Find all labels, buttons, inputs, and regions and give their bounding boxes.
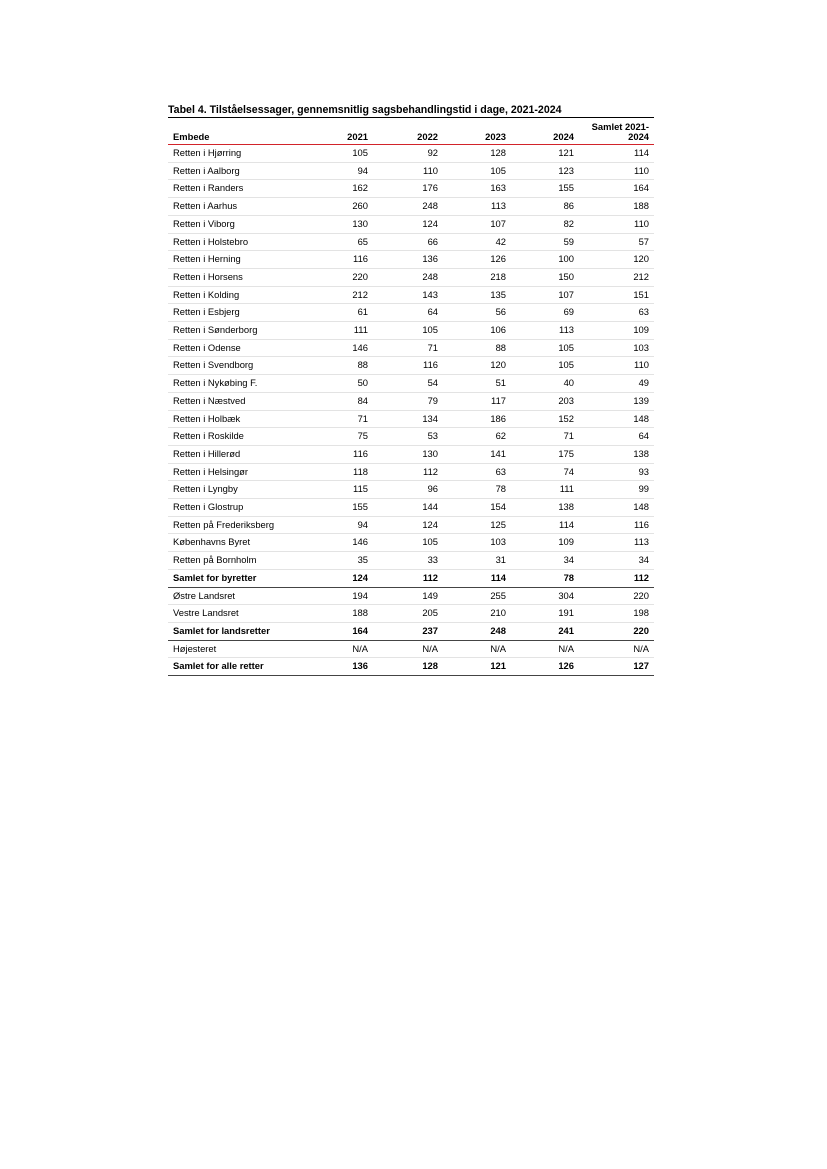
row-value: 304 [511,587,579,605]
row-value: 164 [579,180,654,198]
row-value: 188 [579,198,654,216]
table-row [168,251,654,269]
row-value: N/A [373,640,443,658]
row-value: 175 [511,445,579,463]
row-label: Retten i Herning [168,251,305,269]
row-value: 88 [443,339,511,357]
row-value: 218 [443,268,511,286]
row-value: 111 [511,481,579,499]
row-value: 136 [305,658,373,676]
row-value: N/A [511,640,579,658]
row-value: 96 [373,481,443,499]
row-label: Retten i Roskilde [168,428,305,446]
row-value: 93 [579,463,654,481]
row-value: 64 [579,428,654,446]
header-2024: 2024 [511,118,579,145]
row-value: 63 [579,304,654,322]
row-value: 148 [579,410,654,428]
row-value: 69 [511,304,579,322]
row-label: Retten i Odense [168,339,305,357]
table-row [168,428,654,446]
row-value: 114 [579,145,654,163]
table-row [168,322,654,340]
row-label: Retten i Helsingør [168,463,305,481]
row-label: Højesteret [168,640,305,658]
row-value: 66 [373,233,443,251]
header-2021: 2021 [305,118,373,145]
row-value: 155 [511,180,579,198]
row-value: 40 [511,375,579,393]
table-row [168,286,654,304]
row-value: 78 [443,481,511,499]
row-value: 130 [373,445,443,463]
row-value: 33 [373,552,443,570]
row-value: 120 [443,357,511,375]
row-value: 56 [443,304,511,322]
row-value: 79 [373,392,443,410]
row-value: 94 [305,516,373,534]
row-value: 105 [443,162,511,180]
row-value: 127 [579,658,654,676]
row-value: 53 [373,428,443,446]
row-label: Samlet for alle retter [168,658,305,676]
row-value: 123 [511,162,579,180]
row-value: 220 [579,622,654,640]
row-value: 210 [443,605,511,623]
row-value: 141 [443,445,511,463]
row-value: N/A [443,640,511,658]
row-value: 260 [305,198,373,216]
summary-row [168,622,654,640]
row-value: 124 [305,569,373,587]
row-label: Retten i Esbjerg [168,304,305,322]
row-label: Retten i Aalborg [168,162,305,180]
row-value: 110 [579,162,654,180]
table-row [168,198,654,216]
row-value: 152 [511,410,579,428]
row-value: 212 [305,286,373,304]
row-value: 138 [579,445,654,463]
row-value: 220 [579,587,654,605]
row-value: 78 [511,569,579,587]
row-value: 136 [373,251,443,269]
table-row [168,481,654,499]
row-value: 63 [443,463,511,481]
row-value: 220 [305,268,373,286]
row-label: Samlet for landsretter [168,622,305,640]
row-value: 84 [305,392,373,410]
row-value: 114 [443,569,511,587]
row-value: 110 [579,357,654,375]
row-label: Retten på Frederiksberg [168,516,305,534]
row-value: 121 [511,145,579,163]
row-value: 248 [373,198,443,216]
row-value: 134 [373,410,443,428]
row-value: 92 [373,145,443,163]
row-value: 109 [511,534,579,552]
row-value: 49 [579,375,654,393]
row-value: 146 [305,534,373,552]
row-value: N/A [305,640,373,658]
row-value: 105 [511,339,579,357]
row-value: 116 [579,516,654,534]
table-body [168,145,654,676]
row-value: 112 [579,569,654,587]
table-row [168,268,654,286]
row-value: 118 [305,463,373,481]
row-value: 100 [511,251,579,269]
row-value: 191 [511,605,579,623]
row-value: 188 [305,605,373,623]
row-value: 107 [511,286,579,304]
header-total [579,118,654,145]
row-value: 248 [443,622,511,640]
row-value: 50 [305,375,373,393]
row-value: 75 [305,428,373,446]
row-label: Retten i Randers [168,180,305,198]
table-row [168,215,654,233]
row-value: 71 [511,428,579,446]
row-label: Retten i Svendborg [168,357,305,375]
row-value: 82 [511,215,579,233]
table-row [168,357,654,375]
row-value: 88 [305,357,373,375]
row-value: 128 [443,145,511,163]
row-value: 205 [373,605,443,623]
table-row [168,587,654,605]
table-row [168,605,654,623]
row-label: Retten i Lyngby [168,481,305,499]
row-value: 255 [443,587,511,605]
row-value: 105 [305,145,373,163]
row-label: Retten i Kolding [168,286,305,304]
row-value: 124 [373,516,443,534]
row-value: 241 [511,622,579,640]
row-value: 120 [579,251,654,269]
row-value: 248 [373,268,443,286]
row-label: Retten på Bornholm [168,552,305,570]
row-value: 109 [579,322,654,340]
row-value: 124 [373,215,443,233]
header-row [168,118,654,145]
row-value: 113 [443,198,511,216]
row-value: 125 [443,516,511,534]
processing-time-table [168,117,654,676]
row-value: 34 [511,552,579,570]
row-value: 51 [443,375,511,393]
row-value: 139 [579,392,654,410]
table-row [168,410,654,428]
summary-row [168,658,654,676]
row-value: 86 [511,198,579,216]
header-2023: 2023 [443,118,511,145]
table-row [168,233,654,251]
row-value: 105 [373,322,443,340]
row-value: 113 [579,534,654,552]
row-value: 42 [443,233,511,251]
table-row [168,339,654,357]
row-value: 103 [443,534,511,552]
row-value: 62 [443,428,511,446]
row-value: 103 [579,339,654,357]
row-value: 154 [443,499,511,517]
row-value: 110 [373,162,443,180]
table-row [168,304,654,322]
row-label: Retten i Aarhus [168,198,305,216]
row-value: 150 [511,268,579,286]
row-value: 31 [443,552,511,570]
row-value: 116 [305,251,373,269]
row-value: 126 [511,658,579,676]
table-row [168,392,654,410]
row-value: 54 [373,375,443,393]
row-label: Østre Landsret [168,587,305,605]
row-value: 186 [443,410,511,428]
row-value: 112 [373,463,443,481]
row-value: 116 [373,357,443,375]
row-value: 112 [373,569,443,587]
table-row [168,516,654,534]
table-row [168,162,654,180]
row-value: 164 [305,622,373,640]
row-value: 117 [443,392,511,410]
table-row [168,552,654,570]
row-value: 162 [305,180,373,198]
row-value: N/A [579,640,654,658]
row-value: 151 [579,286,654,304]
row-label: Retten i Hillerød [168,445,305,463]
table-header [168,118,654,145]
table-row [168,640,654,658]
row-value: 130 [305,215,373,233]
table-row [168,445,654,463]
row-label: Retten i Næstved [168,392,305,410]
row-value: 148 [579,499,654,517]
row-value: 146 [305,339,373,357]
row-label: Retten i Viborg [168,215,305,233]
header-total-line2: 2024 [628,131,649,142]
row-value: 194 [305,587,373,605]
row-value: 110 [579,215,654,233]
row-value: 34 [579,552,654,570]
table-row [168,375,654,393]
row-value: 111 [305,322,373,340]
row-value: 155 [305,499,373,517]
row-label: Retten i Holbæk [168,410,305,428]
table-container [168,103,654,676]
row-value: 116 [305,445,373,463]
row-value: 138 [511,499,579,517]
table-caption: Tabel 4. Tilståelsessager, gennemsnitlig sagsbehandlingstid i dage, 2021-2024 [168,104,562,116]
row-label: Retten i Horsens [168,268,305,286]
row-value: 144 [373,499,443,517]
header-2022: 2022 [373,118,443,145]
row-value: 113 [511,322,579,340]
row-value: 99 [579,481,654,499]
row-value: 203 [511,392,579,410]
summary-row [168,569,654,587]
row-value: 61 [305,304,373,322]
row-value: 94 [305,162,373,180]
row-value: 163 [443,180,511,198]
row-value: 57 [579,233,654,251]
row-value: 35 [305,552,373,570]
row-value: 114 [511,516,579,534]
row-label: Københavns Byret [168,534,305,552]
row-value: 149 [373,587,443,605]
row-value: 105 [511,357,579,375]
row-value: 143 [373,286,443,304]
row-label: Retten i Hjørring [168,145,305,163]
header-embede: Embede [168,118,305,145]
table-row [168,499,654,517]
row-value: 59 [511,233,579,251]
row-value: 176 [373,180,443,198]
row-value: 115 [305,481,373,499]
row-value: 135 [443,286,511,304]
row-value: 198 [579,605,654,623]
row-value: 65 [305,233,373,251]
row-value: 107 [443,215,511,233]
row-value: 74 [511,463,579,481]
header-total-line1: Samlet 2021- [591,121,649,132]
table-row [168,180,654,198]
row-label: Retten i Nykøbing F. [168,375,305,393]
row-value: 126 [443,251,511,269]
row-value: 106 [443,322,511,340]
row-value: 128 [373,658,443,676]
row-value: 105 [373,534,443,552]
row-value: 237 [373,622,443,640]
row-value: 71 [305,410,373,428]
row-label: Retten i Sønderborg [168,322,305,340]
row-label: Samlet for byretter [168,569,305,587]
row-label: Retten i Holstebro [168,233,305,251]
row-value: 71 [373,339,443,357]
row-value: 64 [373,304,443,322]
table-row [168,145,654,163]
table-row [168,463,654,481]
row-value: 121 [443,658,511,676]
row-label: Retten i Glostrup [168,499,305,517]
row-label: Vestre Landsret [168,605,305,623]
table-row [168,534,654,552]
row-value: 212 [579,268,654,286]
